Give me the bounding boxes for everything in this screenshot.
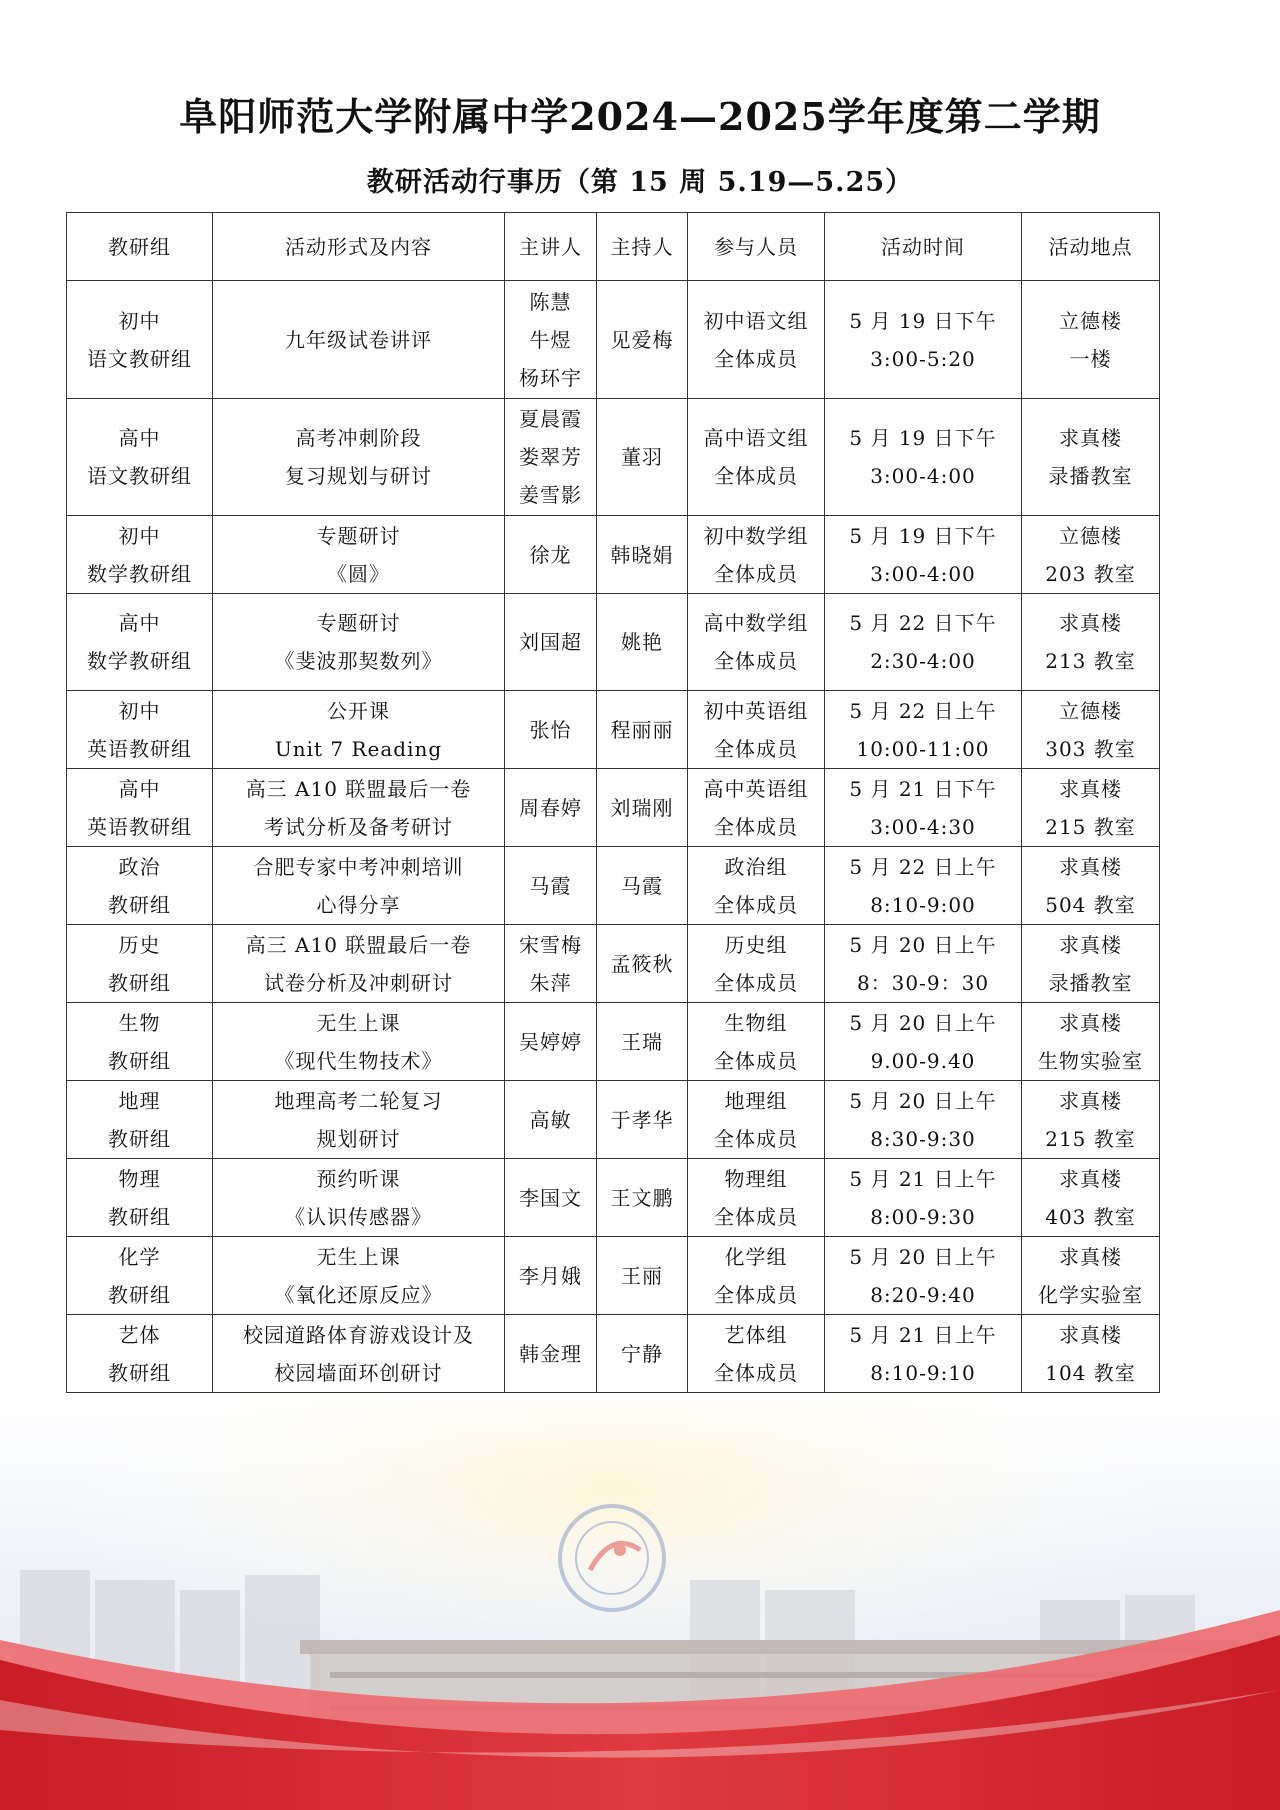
cell-place-line: 求真楼 <box>1059 1244 1122 1269</box>
table-row <box>67 516 1160 594</box>
cell-speaker <box>505 399 597 516</box>
cell-time-line: 10:00-11:00 <box>856 736 990 761</box>
cell-place-line: 215 教室 <box>1045 1126 1136 1151</box>
cell-place-line: 215 教室 <box>1045 814 1136 839</box>
cell-host-line: 董羽 <box>621 445 663 469</box>
table-row <box>67 769 1160 847</box>
cell-content-line: 校园道路体育游戏设计及 <box>243 1322 474 1347</box>
cell-time <box>825 516 1022 594</box>
cell-group-line: 高中 <box>118 776 161 801</box>
cell-host-line: 王丽 <box>621 1263 663 1288</box>
cell-content-line: 《现代生物技术》 <box>274 1048 443 1073</box>
cell-participants <box>688 516 825 594</box>
table-body <box>67 281 1160 1393</box>
cell-group <box>67 1081 213 1159</box>
cell-group-line: 化学 <box>118 1244 161 1269</box>
cell-participants-line: 全体成员 <box>714 1048 798 1073</box>
cell-host-line: 马霞 <box>621 873 663 898</box>
cell-place-line: 303 教室 <box>1045 736 1136 761</box>
cell-speaker <box>505 1081 597 1159</box>
cell-speaker <box>505 925 597 1003</box>
header-content: 活动形式及内容 <box>213 213 505 281</box>
cell-time <box>825 399 1022 516</box>
cell-participants-line: 全体成员 <box>714 970 798 995</box>
cell-host-line: 刘瑞刚 <box>610 795 674 820</box>
cell-place-line: 213 教室 <box>1045 649 1136 673</box>
cell-content-line: 校园墙面环创研讨 <box>274 1360 443 1385</box>
cell-speaker-line: 徐龙 <box>529 542 572 567</box>
cell-content-line: 《圆》 <box>327 561 390 586</box>
cell-time-line: 8:10-9:10 <box>870 1360 976 1385</box>
cell-content <box>213 769 505 847</box>
cell-content-line: 无生上课 <box>316 1010 401 1035</box>
cell-content-line: 公开课 <box>327 698 390 723</box>
table-row <box>67 399 1160 516</box>
cell-group <box>67 594 213 691</box>
cell-speaker <box>505 1315 597 1393</box>
cell-content-line: 九年级试卷讲评 <box>285 327 432 352</box>
page-title: 阜阳师范大学附属中学2024—2025学年度第二学期 <box>179 94 1101 139</box>
cell-group <box>67 281 213 399</box>
cell-speaker-line: 夏晨霞 <box>519 407 582 431</box>
cell-content-line: 高三 A10 联盟最后一卷 <box>245 776 472 801</box>
cell-participants-line: 全体成员 <box>714 892 798 917</box>
cell-place-line: 生物实验室 <box>1038 1048 1143 1073</box>
cell-speaker <box>505 1159 597 1237</box>
cell-speaker <box>505 1237 597 1315</box>
cell-group <box>67 769 213 847</box>
cell-group-line: 初中 <box>118 698 161 723</box>
cell-group <box>67 847 213 925</box>
header-row <box>67 213 1160 281</box>
cell-place <box>1022 769 1160 847</box>
cell-participants-line: 初中语文组 <box>703 308 809 333</box>
cell-host <box>597 1003 688 1081</box>
cell-content <box>213 1237 505 1315</box>
header-group: 教研组 <box>67 213 213 281</box>
cell-time-line: 5 月 19 日下午 <box>849 426 997 450</box>
cell-content-line: 专题研讨 <box>316 611 401 635</box>
cell-content-line: 《认识传感器》 <box>285 1204 432 1229</box>
cell-content-line: 心得分享 <box>316 892 401 917</box>
cell-host-line: 宁静 <box>621 1341 663 1366</box>
cell-place-line: 求真楼 <box>1059 932 1122 957</box>
table-row <box>67 594 1160 691</box>
cell-time-line: 5 月 20 日上午 <box>849 932 997 957</box>
cell-participants-line: 全体成员 <box>714 1360 798 1385</box>
cell-host-line: 见爱梅 <box>610 327 674 352</box>
cell-time-line: 3:00-4:30 <box>870 814 976 839</box>
cell-group-line: 历史 <box>118 932 161 957</box>
cell-place <box>1022 516 1160 594</box>
cell-participants <box>688 1315 825 1393</box>
footer-banner <box>0 1400 1280 1810</box>
cell-group-line: 英语教研组 <box>87 814 192 839</box>
cell-group-line: 教研组 <box>108 1282 171 1307</box>
cell-participants <box>688 1237 825 1315</box>
table-row <box>67 925 1160 1003</box>
cell-host <box>597 691 688 769</box>
cell-time <box>825 594 1022 691</box>
cell-speaker <box>505 281 597 399</box>
cell-time-line: 5 月 21 日下午 <box>849 776 997 801</box>
table-row <box>67 1237 1160 1315</box>
cell-time-line: 5 月 19 日下午 <box>849 308 997 333</box>
cell-group-line: 教研组 <box>108 1126 171 1151</box>
cell-content-line: Unit 7 Reading <box>274 736 443 761</box>
cell-host <box>597 1237 688 1315</box>
cell-participants <box>688 281 825 399</box>
cell-speaker-line: 韩金理 <box>519 1341 582 1366</box>
cell-host <box>597 594 688 691</box>
cell-content <box>213 847 505 925</box>
cell-group-line: 教研组 <box>108 1360 171 1385</box>
cell-content-line: 考试分析及备考研讨 <box>264 814 453 839</box>
cell-participants-line: 高中英语组 <box>703 776 809 801</box>
cell-group-line: 高中 <box>118 426 161 450</box>
cell-time <box>825 1003 1022 1081</box>
cell-time-line: 5 月 19 日下午 <box>849 523 997 548</box>
cell-group-line: 教研组 <box>108 892 171 917</box>
cell-content-line: 《斐波那契数列》 <box>274 649 443 673</box>
cell-place <box>1022 594 1160 691</box>
cell-participants-line: 全体成员 <box>714 814 798 839</box>
cell-group-line: 英语教研组 <box>87 736 192 761</box>
cell-group-line: 教研组 <box>108 1048 171 1073</box>
cell-place-line: 203 教室 <box>1045 561 1136 586</box>
cell-time <box>825 691 1022 769</box>
cell-host <box>597 847 688 925</box>
cell-group <box>67 1315 213 1393</box>
cell-participants-line: 高中数学组 <box>703 611 809 635</box>
cell-place-line: 求真楼 <box>1059 1322 1122 1347</box>
cell-place <box>1022 1159 1160 1237</box>
cell-place-line: 求真楼 <box>1059 776 1122 801</box>
cell-time <box>825 1159 1022 1237</box>
cell-content-line: 复习规划与研讨 <box>285 464 432 488</box>
cell-place <box>1022 1081 1160 1159</box>
cell-place-line: 104 教室 <box>1045 1360 1136 1385</box>
cell-time-line: 5 月 20 日上午 <box>849 1244 997 1269</box>
cell-speaker-line: 陈慧 <box>529 289 572 314</box>
cell-time-line: 8:30-9:30 <box>870 1126 976 1151</box>
cell-speaker <box>505 594 597 691</box>
cell-speaker-line: 周春婷 <box>519 795 582 820</box>
cell-content <box>213 1081 505 1159</box>
cell-place-line: 录播教室 <box>1048 464 1133 488</box>
cell-group-line: 高中 <box>118 611 161 635</box>
cell-place-line: 504 教室 <box>1045 892 1136 917</box>
cell-group-line: 教研组 <box>108 970 171 995</box>
cell-place-line: 录播教室 <box>1048 970 1133 995</box>
cell-content-line: 专题研讨 <box>316 523 401 548</box>
cell-speaker-line: 李月娥 <box>519 1263 582 1288</box>
cell-place <box>1022 281 1160 399</box>
cell-participants-line: 全体成员 <box>714 1204 798 1229</box>
cell-place <box>1022 399 1160 516</box>
cell-place-line: 403 教室 <box>1045 1204 1136 1229</box>
cell-group <box>67 1237 213 1315</box>
table-row <box>67 281 1160 399</box>
cell-host-line: 王瑞 <box>621 1029 663 1054</box>
cell-host-line: 于孝华 <box>610 1107 674 1132</box>
cell-group <box>67 1159 213 1237</box>
cell-content-line: 合肥专家中考冲刺培训 <box>253 854 464 879</box>
table-row <box>67 1315 1160 1393</box>
cell-place-line: 求真楼 <box>1059 854 1122 879</box>
cell-speaker <box>505 1003 597 1081</box>
cell-speaker-line: 高敏 <box>529 1107 572 1132</box>
cell-place <box>1022 1315 1160 1393</box>
cell-group <box>67 691 213 769</box>
cell-speaker-line: 张怡 <box>529 717 572 742</box>
cell-place-line: 化学实验室 <box>1038 1282 1143 1307</box>
cell-group-line: 语文教研组 <box>87 346 192 371</box>
cell-time <box>825 1315 1022 1393</box>
cell-participants-line: 全体成员 <box>714 464 798 488</box>
cell-content-line: 《氧化还原反应》 <box>274 1282 443 1307</box>
cell-participants-line: 艺体组 <box>724 1322 788 1347</box>
cell-time <box>825 769 1022 847</box>
cell-content <box>213 516 505 594</box>
cell-host <box>597 1315 688 1393</box>
cell-host <box>597 1081 688 1159</box>
cell-time-line: 9.00-9.40 <box>870 1048 976 1073</box>
cell-time-line: 8:20-9:40 <box>870 1282 976 1307</box>
cell-participants-line: 全体成员 <box>714 561 798 586</box>
cell-content-line: 无生上课 <box>316 1244 401 1269</box>
cell-content-line: 试卷分析及冲刺研讨 <box>264 970 453 995</box>
cell-host <box>597 925 688 1003</box>
cell-participants <box>688 399 825 516</box>
schedule-table <box>66 212 1160 1393</box>
cell-time-line: 3:00-4:00 <box>870 464 976 488</box>
cell-group <box>67 925 213 1003</box>
cell-place <box>1022 1003 1160 1081</box>
cell-group-line: 教研组 <box>108 1204 171 1229</box>
cell-time-line: 5 月 20 日上午 <box>849 1010 997 1035</box>
cell-host-line: 孟筱秋 <box>610 951 674 976</box>
cell-time-line: 8：30-9：30 <box>856 970 990 995</box>
cell-participants-line: 政治组 <box>724 854 788 879</box>
cell-participants-line: 初中数学组 <box>703 523 809 548</box>
cell-participants <box>688 1081 825 1159</box>
cell-time-line: 5 月 21 日上午 <box>849 1166 997 1191</box>
cell-place-line: 立德楼 <box>1059 523 1122 548</box>
cell-host <box>597 281 688 399</box>
page-subtitle: 教研活动行事历（第 15 周 5.19—5.25） <box>366 167 914 198</box>
cell-participants <box>688 691 825 769</box>
cell-group-line: 物理 <box>118 1166 161 1191</box>
cell-place-line: 立德楼 <box>1059 308 1122 333</box>
cell-host-line: 王文鹏 <box>610 1185 674 1210</box>
header-time: 活动时间 <box>825 213 1022 281</box>
cell-speaker <box>505 847 597 925</box>
cell-content <box>213 925 505 1003</box>
cell-group-line: 生物 <box>118 1010 161 1035</box>
cell-speaker-line: 朱萍 <box>529 970 572 995</box>
cell-speaker-line: 杨环宇 <box>519 365 582 390</box>
cell-speaker <box>505 769 597 847</box>
cell-group-line: 政治 <box>118 854 161 879</box>
cell-time-line: 3:00-4:00 <box>870 561 976 586</box>
cell-time <box>825 1081 1022 1159</box>
cell-participants <box>688 925 825 1003</box>
header-place: 活动地点 <box>1022 213 1160 281</box>
cell-speaker-line: 李国文 <box>519 1185 582 1210</box>
cell-host <box>597 399 688 516</box>
cell-group-line: 地理 <box>118 1088 161 1113</box>
cell-host <box>597 1159 688 1237</box>
cell-speaker-line: 吴婷婷 <box>519 1029 582 1054</box>
cell-participants-line: 历史组 <box>724 932 788 957</box>
table-row <box>67 1159 1160 1237</box>
cell-group-line: 初中 <box>118 523 161 548</box>
cell-participants-line: 生物组 <box>724 1010 788 1035</box>
cell-time-line: 5 月 21 日上午 <box>849 1322 997 1347</box>
cell-time-line: 5 月 22 日上午 <box>849 698 997 723</box>
cell-time-line: 8:00-9:30 <box>870 1204 976 1229</box>
cell-speaker-line: 娄翠芳 <box>519 445 582 469</box>
cell-host-line: 程丽丽 <box>610 717 674 742</box>
cell-content <box>213 691 505 769</box>
cell-place <box>1022 925 1160 1003</box>
cell-speaker-line: 牛煜 <box>529 327 572 352</box>
cell-time <box>825 281 1022 399</box>
cell-group <box>67 516 213 594</box>
cell-time-line: 5 月 22 日上午 <box>849 854 997 879</box>
header-host: 主持人 <box>597 213 688 281</box>
cell-time-line: 5 月 22 日下午 <box>849 611 997 635</box>
cell-participants-line: 地理组 <box>724 1088 788 1113</box>
cell-content-line: 高三 A10 联盟最后一卷 <box>245 932 472 957</box>
cell-host-line: 韩晓娟 <box>610 542 674 567</box>
cell-participants-line: 全体成员 <box>714 346 798 371</box>
cell-content <box>213 1003 505 1081</box>
cell-participants <box>688 594 825 691</box>
cell-place-line: 求真楼 <box>1059 1010 1122 1035</box>
cell-place <box>1022 847 1160 925</box>
cell-participants-line: 高中语文组 <box>703 426 809 450</box>
cell-place-line: 一楼 <box>1069 346 1112 371</box>
cell-place-line: 立德楼 <box>1059 698 1122 723</box>
cell-group-line: 语文教研组 <box>87 464 192 488</box>
cell-host <box>597 769 688 847</box>
cell-participants-line: 化学组 <box>724 1244 788 1269</box>
cell-speaker-line: 宋雪梅 <box>519 932 582 957</box>
cell-group-line: 数学教研组 <box>87 649 192 673</box>
cell-content-line: 高考冲刺阶段 <box>295 426 422 450</box>
cell-host <box>597 516 688 594</box>
cell-content <box>213 1315 505 1393</box>
cell-speaker-line: 刘国超 <box>519 630 582 654</box>
cell-participants <box>688 1003 825 1081</box>
cell-place <box>1022 1237 1160 1315</box>
cell-place-line: 求真楼 <box>1059 426 1122 450</box>
cell-content <box>213 594 505 691</box>
cell-speaker <box>505 691 597 769</box>
cell-participants-line: 全体成员 <box>714 649 798 673</box>
cell-content <box>213 1159 505 1237</box>
cell-host-line: 姚艳 <box>621 630 663 654</box>
cell-participants-line: 全体成员 <box>714 1126 798 1151</box>
table-row <box>67 691 1160 769</box>
header-participants: 参与人员 <box>688 213 825 281</box>
cell-participants <box>688 847 825 925</box>
cell-time <box>825 847 1022 925</box>
cell-place-line: 求真楼 <box>1059 611 1122 635</box>
cell-content-line: 规划研讨 <box>316 1126 401 1151</box>
cell-place-line: 求真楼 <box>1059 1088 1122 1113</box>
cell-participants <box>688 769 825 847</box>
table-row <box>67 1081 1160 1159</box>
cell-content <box>213 281 505 399</box>
cell-group-line: 初中 <box>118 308 161 333</box>
table-row <box>67 847 1160 925</box>
header-speaker: 主讲人 <box>505 213 597 281</box>
cell-time-line: 2:30-4:00 <box>870 649 976 673</box>
cell-content-line: 预约听课 <box>316 1166 401 1191</box>
cell-group-line: 艺体 <box>118 1322 161 1347</box>
cell-speaker-line: 马霞 <box>529 873 572 898</box>
table-row <box>67 1003 1160 1081</box>
cell-participants-line: 初中英语组 <box>703 698 809 723</box>
cell-participants-line: 全体成员 <box>714 736 798 761</box>
cell-place-line: 求真楼 <box>1059 1166 1122 1191</box>
cell-group <box>67 399 213 516</box>
cell-content-line: 地理高考二轮复习 <box>274 1088 443 1113</box>
cell-participants <box>688 1159 825 1237</box>
cell-group-line: 数学教研组 <box>87 561 192 586</box>
cell-speaker <box>505 516 597 594</box>
cell-place <box>1022 691 1160 769</box>
cell-time <box>825 925 1022 1003</box>
cell-time-line: 5 月 20 日上午 <box>849 1088 997 1113</box>
cell-group <box>67 1003 213 1081</box>
cell-time-line: 8:10-9:00 <box>870 892 976 917</box>
cell-content <box>213 399 505 516</box>
cell-speaker-line: 姜雪影 <box>519 483 582 507</box>
cell-time <box>825 1237 1022 1315</box>
cell-participants-line: 物理组 <box>724 1166 788 1191</box>
cell-time-line: 3:00-5:20 <box>870 346 976 371</box>
cell-participants-line: 全体成员 <box>714 1282 798 1307</box>
